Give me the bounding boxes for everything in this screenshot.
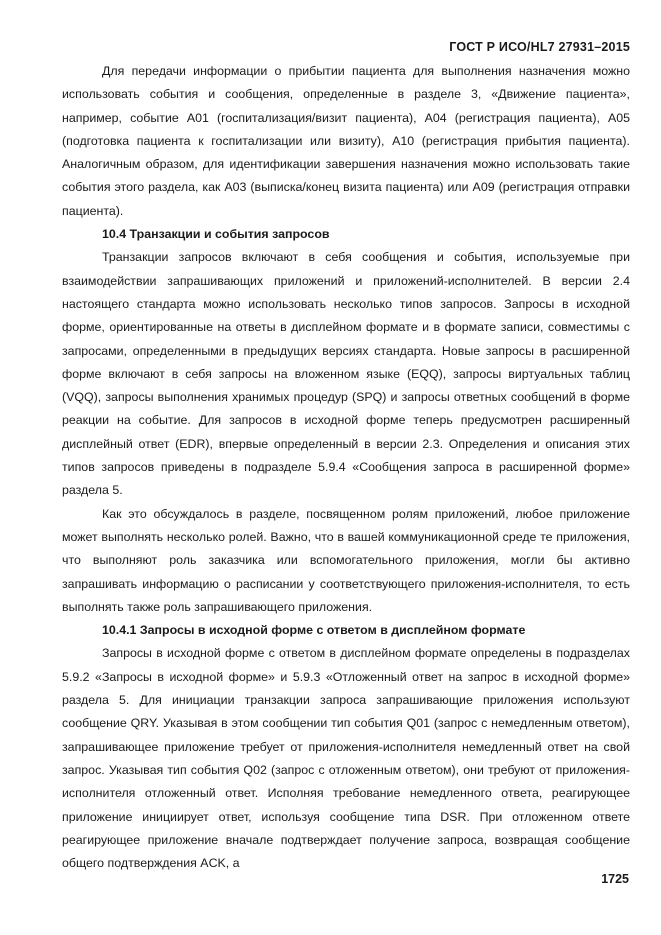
- paragraph-application-roles: Как это обсуждалось в разделе, посвященном ролям приложений, любое приложение может выполнять несколько ролей. Важно, что в вашей коммуникационной среде те приложения, что выполняют роль заказчика или вспомогательного приложения, могли бы активно запрашивать информацию о расписании у соответствующего приложения-исполнителя, то есть выполнять также роль запрашивающего приложения.: [62, 506, 630, 614]
- paragraph-display-response-queries: Запросы в исходной форме с ответом в дисплейном формате определены в подразделах 5.9.2 «Запросы в исходной форме» и 5.9.3 «Отложенный ответ на запрос в исходной форме» раздела 5. Для инициации транзакции запроса запрашивающие приложения используют сообщение QRY. Указывая в этом сообщении тип события Q01 (запрос с немедленным ответом), запрашивающее приложение требует от приложения-исполнителя немедленный ответ на свой запрос. Указывая тип события Q02 (запрос с отложенным ответом), они требуют от приложения-исполнителя отложенный ответ. Исполняя требование немедленного ответа, реагирующее приложение инициирует ответ, используя сообщение типа DSR. При отложенном ответе реагирующее приложение вначале подтверждает получение запроса, возвращая сообщение общего подтверждения ACK, а: [62, 646, 630, 871]
- section-heading-10-4: 10.4 Транзакции и события запросов: [102, 227, 330, 242]
- page-number: 1725: [601, 872, 629, 886]
- standard-id: ГОСТ Р ИСО/HL7 27931–2015: [449, 40, 630, 54]
- section-heading-10-4-1: 10.4.1 Запросы в исходной форме с ответом в дисплейном формате: [102, 623, 526, 638]
- document-body: [62, 60, 630, 875]
- paragraph-patient-arrival: Для передачи информации о прибытии пациента для выполнения назначения можно использовать события и сообщения, определенные в разделе 3, «Движение пациента», например, событие А01 (госпитализация/визит пациента), А04 (регистрация пациента), А05 (подготовка пациента к госпитализации или визиту), А10 (регистрация прибытия пациента). Аналогичным образом, для идентификации завершения назначения можно использовать такие события этого раздела, как А03 (выписка/конец визита пациента) или А09 (регистрация отправки пациента).: [62, 64, 630, 218]
- paragraph-query-transactions: Транзакции запросов включают в себя сообщения и события, используемые при взаимодействии запрашивающих приложений и приложений-исполнителей. В версии 2.4 настоящего стандарта можно использовать несколько типов запросов. Запросы в исходной форме, ориентированные на ответы в дисплейном формате и в формате записи, совместимы с запросами, определенными в предыдущих версиях стандарта. Новые запросы в расширенной форме включают в себя запросы на вложенном языке (EQQ), запросы виртуальных таблиц (VQQ), запросы выполнения хранимых процедур (SPQ) и запросы ответных сообщений в форме реакции на событие. Для запросов в исходной форме теперь предусмотрен расширенный дисплейный ответ (EDR), впервые определенный в версии 2.3. Определения и описания этих типов запросов приведены в подразделе 5.9.4 «Сообщения запроса в расширенной форме» раздела 5.: [62, 250, 630, 498]
- document-header: [449, 40, 630, 54]
